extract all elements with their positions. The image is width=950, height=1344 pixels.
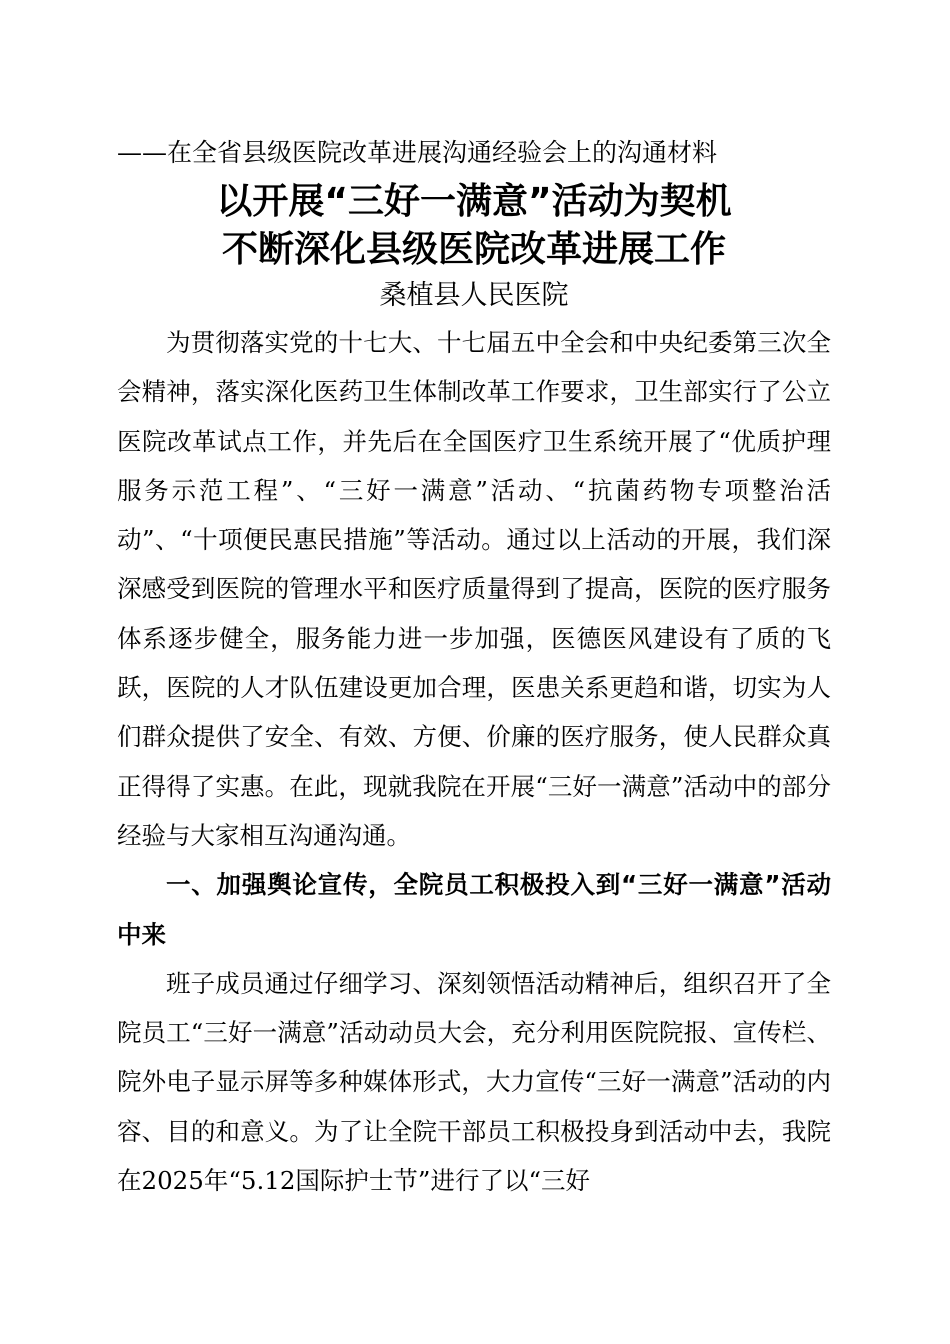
document-title-line-2: 不断深化县级医院改革进展工作 <box>221 229 726 270</box>
document-page <box>117 128 831 1205</box>
intro-paragraph: 为贯彻落实党的十七大、十七届五中全会和中央纪委第三次全会精神，落实深化医药卫生体制改革工作要求，卫生部实行了公立医院改革试点工作，并先后在全国医疗卫生系统开展了“优质护理服务示范工程”、“三好一满意”活动、“抗菌药物专项整治活动”、“十项便民惠民措施”等活动。通过以上活动的开展，我们深深感受到医院的管理水平和医疗质量得到了提高，医院的医疗服务体系逐步健全，服务能力进一步加强，医德医风建设有了质的飞跃，医院的人才队伍建设更加合理，医患关系更趋和谐，切实为人们群众提供了安全、有效、方便、价廉的医疗服务，使人民群众真正得得了实惠。在此，现就我院在开展“三好一满意”活动中的部分经验与大家相互沟通沟通。 <box>117 328 831 850</box>
section-1-heading: 一、加强舆论宣传，全院员工积极投入到“三好一满意”活动中来 <box>117 870 831 949</box>
document-title-line-1: 以开展“三好一满意”活动为契机 <box>216 181 732 222</box>
document-subtitle: ——在全省县级医院改革进展沟通经验会上的沟通材料 <box>117 138 718 167</box>
document-author: 桑植县人民医院 <box>379 280 569 311</box>
section-1-paragraph: 班子成员通过仔细学习、深刻领悟活动精神后，组织召开了全院员工“三好一满意”活动动员大会，充分利用医院院报、宣传栏、院外电子显示屏等多种媒体形式，大力宣传“三好一满意”活动的内容、目的和意义。为了让全院干部员工积极投身到活动中去，我院在2025年“5.12国际护士节”进行了以“三好 <box>117 968 831 1196</box>
